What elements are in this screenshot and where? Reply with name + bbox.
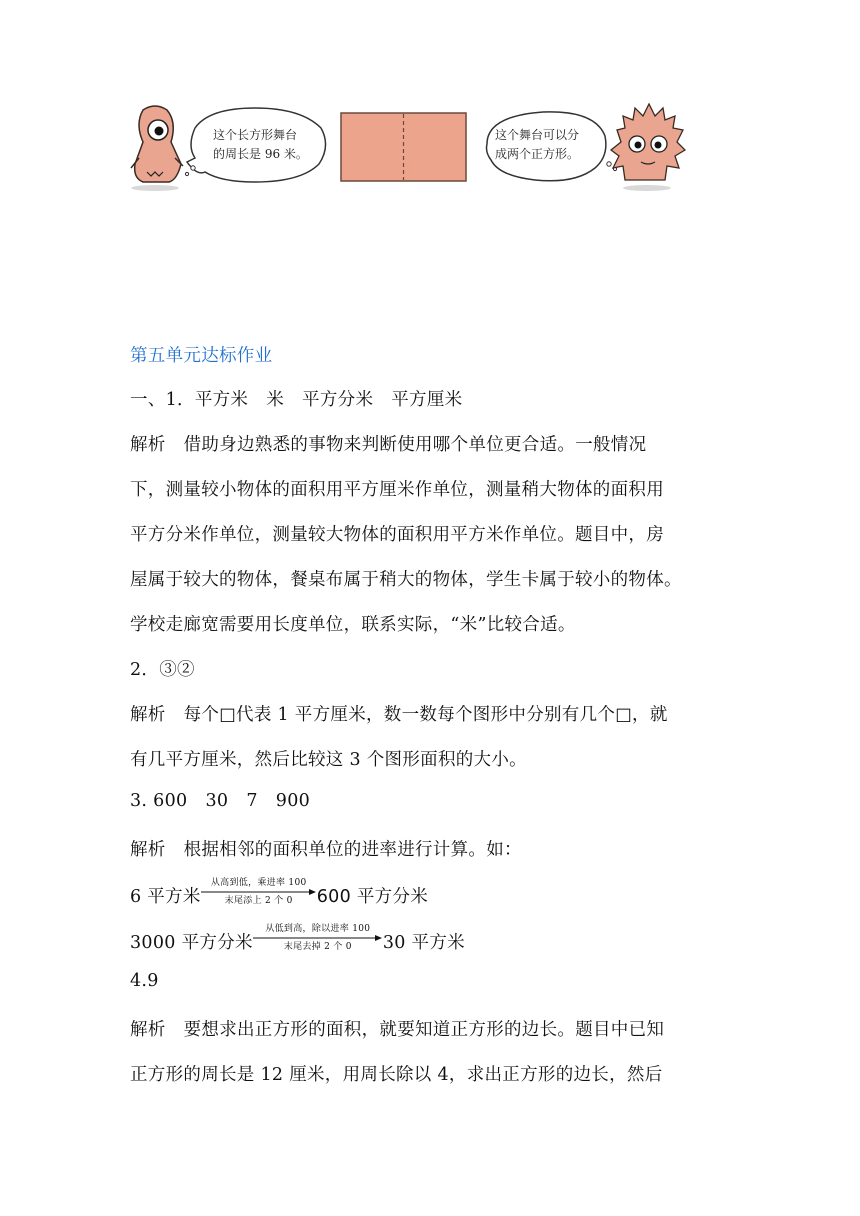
right-bubble-text: [495, 126, 579, 164]
q2-answer-line: 2．③②: [130, 660, 195, 680]
q3-answer-2: 30: [205, 791, 229, 811]
conv2-arrow-top-label: 从低到高，除以进率 100: [265, 924, 371, 934]
conv2-arrow: [253, 924, 383, 954]
q1-analysis-line-4: 屋属于较大的物体，餐桌布属于稍大的物体，学生卡属于较小的物体。: [130, 570, 682, 590]
right-character-figure: [611, 104, 685, 191]
conversion-example-1: [130, 878, 428, 908]
q3-analysis-text: 根据相邻的面积单位的进率进行计算。如：: [183, 840, 522, 860]
left-bubble-text: [213, 126, 308, 164]
q3-answer-4: 900: [275, 791, 311, 811]
q4-analysis-line-2: 正方形的周长是 12 厘米，用周长除以 4，求出正方形的边长，然后: [130, 1065, 663, 1085]
q1-answer-4: 平方厘米: [391, 390, 463, 410]
conv1-to-number: 600: [316, 887, 352, 907]
q1-analysis-line-1: [130, 431, 646, 456]
conv1-arrow: [201, 878, 317, 908]
left-character-figure: [131, 106, 183, 191]
q1-answer-2: 米: [266, 390, 285, 410]
conv1-arrow-icon: [201, 888, 317, 896]
q2-analysis-text-1: 每个□代表 1 平方厘米，数一数每个图形中分别有几个□，就: [183, 705, 668, 725]
q1-answer-3: 平方分米: [302, 390, 374, 410]
conv2-arrow-bottom-label: 末尾去掉 2 个 0: [283, 942, 352, 952]
q1-head: 一、1．平方米: [130, 390, 249, 410]
conv2-to: 30 平方米: [382, 933, 465, 953]
q1-analysis-line-3: 平方分米作单位，测量较大物体的面积用平方米作单位。题目中，房: [130, 525, 664, 545]
q3-answer-line: [130, 791, 310, 811]
analysis-label: 解析: [130, 840, 166, 860]
q4-answer-line: 4.9: [130, 971, 159, 991]
stage-rectangle: [341, 113, 466, 181]
left-bubble-line-1: 这个长方形舞台: [213, 128, 298, 142]
q2-analysis-line-1: [130, 701, 668, 726]
conv1-to-unit: 平方分米: [351, 887, 429, 907]
analysis-label: 解析: [130, 435, 166, 455]
illustration-strip: [125, 102, 745, 197]
analysis-label: 解析: [130, 1020, 166, 1040]
q2-analysis-line-2: 有几平方厘米，然后比较这 3 个图形面积的大小。: [130, 750, 527, 770]
conv1-arrow-top-label: 从高到低，乘进率 100: [210, 878, 307, 888]
q3-analysis-line-1: [130, 836, 522, 861]
analysis-label: 解析: [130, 705, 166, 725]
q4-analysis-text-1: 要想求出正方形的面积，就要知道正方形的边长。题目中已知: [183, 1020, 665, 1040]
right-bubble-line-2: 成两个正方形。: [495, 147, 580, 161]
q1-answer-line: [130, 386, 462, 411]
left-bubble-line-2: 的周长是 96 米。: [213, 147, 308, 161]
q1-analysis-line-2: 下，测量较小物体的面积用平方厘米作单位，测量稍大物体的面积用: [130, 480, 664, 500]
q3-head: 3. 600: [130, 791, 188, 811]
q3-answer-3: 7: [246, 791, 258, 811]
conv2-from: 3000 平方分米: [130, 933, 253, 953]
q1-analysis-text-1: 借助身边熟悉的事物来判断使用哪个单位更合适。一般情况: [183, 435, 647, 455]
conv2-arrow-icon: [253, 934, 383, 942]
conv1-from: 6 平方米: [130, 887, 201, 907]
q4-analysis-line-1: [130, 1016, 664, 1041]
q1-analysis-line-5: 学校走廊宽需要用长度单位，联系实际，“米”比较合适。: [130, 615, 576, 635]
section-title: 第五单元达标作业: [130, 346, 273, 366]
conversion-example-2: [130, 924, 465, 954]
right-bubble-line-1: 这个舞台可以分: [495, 128, 580, 142]
conv1-arrow-bottom-label: 末尾添上 2 个 0: [224, 896, 293, 906]
